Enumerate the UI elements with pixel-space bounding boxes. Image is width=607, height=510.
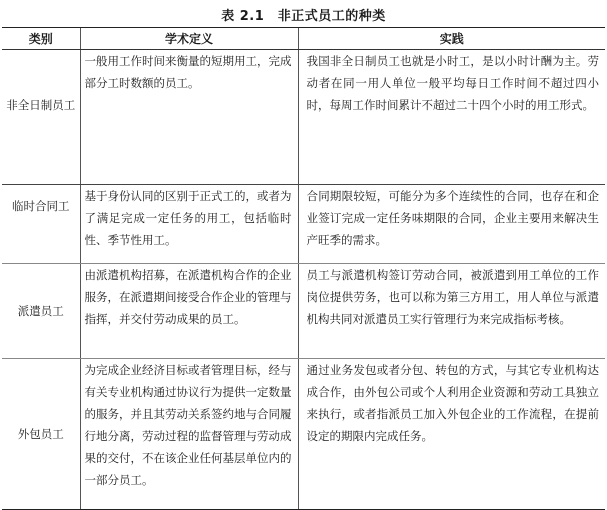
header-category: 类别 [2,28,80,50]
category-cell [2,50,80,185]
table-row [2,264,605,359]
header-practice: 实践 [298,28,605,50]
table-header-row [2,28,605,50]
academic-definition-cell [80,185,298,264]
academic-definition-cell [80,264,298,359]
table-row [2,50,605,185]
worker-types-table [2,27,605,510]
category-cell [2,359,80,510]
practice-text: 通过业务发包或者分包、转包的方式，与其它专业机构达成合作，由外包公司或个人利用企业资源和劳动工具独立来执行，或者指派员工加入外包企业的工作流程，在提前设定的期限内完成任务。 [306,363,599,443]
practice-cell [298,185,605,264]
academic-definition-text: 一般用工作时间来衡量的短期用工，完成部分工时数额的员工。 [84,54,292,90]
academic-definition-text: 基于身份认同的区别于正式工的，或者为了满足完成一定任务的用工，包括临时性、季节性用工。 [84,189,292,247]
table-caption: 表 2.1 非正式员工的种类 [221,9,386,24]
practice-cell [298,264,605,359]
practice-text: 我国非全日制员工也就是小时工，是以小时计酬为主。劳动者在同一用人单位一般平均每日工作时间不超过四小时，每周工作时间累计不超过二十四个小时的用工形式。 [306,54,599,112]
academic-definition-cell [80,359,298,510]
header-academic-definition: 学术定义 [80,28,298,50]
category-cell [2,185,80,264]
category-label: 派遣员工 [17,304,64,318]
practice-cell [298,50,605,185]
practice-cell [298,359,605,510]
category-label: 外包员工 [17,427,64,441]
category-cell [2,264,80,359]
academic-definition-text: 由派遣机构招募，在派遣机构合作的企业服务，在派遣期间接受合作企业的管理与指挥，并交付劳动成果的员工。 [84,268,292,326]
practice-text: 员工与派遣机构签订劳动合同，被派遣到用工单位的工作岗位提供劳务，也可以称为第三方用工，用人单位与派遣机构共同对派遣员工实行管理行为来完成指标考核。 [306,268,599,326]
category-label: 非全日制员工 [6,98,76,112]
table-row [2,359,605,510]
practice-text: 合同期限较短，可能分为多个连续性的合同，也存在和企业签订完成一定任务味期限的合同，企业主要用来解决生产旺季的需求。 [306,189,599,247]
category-label: 临时合同工 [12,199,70,213]
table-row [2,185,605,264]
academic-definition-cell [80,50,298,185]
academic-definition-text: 为完成企业经济目标或者管理目标，经与有关专业机构通过协议行为提供一定数量的服务，并且其劳动关系签约地与合同履行地分离，劳动过程的监督管理与劳动成果的交付，不在该企业任何基层单位内的一部分员工。 [84,363,292,487]
